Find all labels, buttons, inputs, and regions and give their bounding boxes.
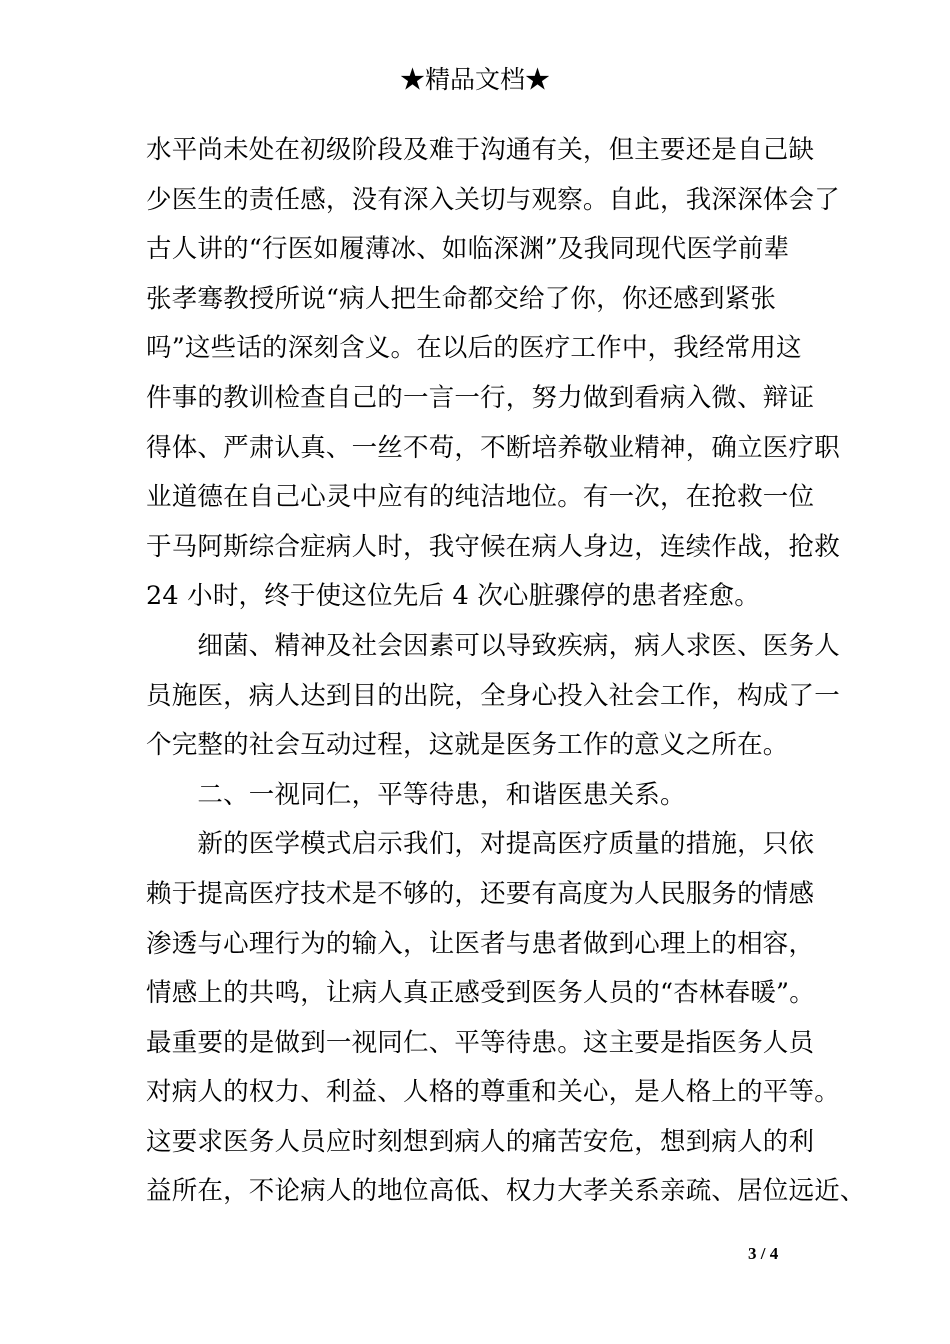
body-line: 员施医，病人达到目的出院，全身心投入社会工作，构成了一 xyxy=(146,680,840,711)
body-line: 水平尚未处在初级阶段及难于沟通有关，但主要还是自己缺 xyxy=(146,135,815,165)
body-line: 张孝骞教授所说“病人把生命都交给了你，你还感到紧张 xyxy=(146,283,777,314)
body-line: 益所在，不论病人的地位高低、权力大孝关系亲疏、居位远近、 xyxy=(146,1176,866,1207)
body-line: 新的医学模式启示我们，对提高医疗质量的措施，只依 xyxy=(146,829,815,860)
body-line: 少医生的责任感，没有深入关切与观察。自此，我深深体会了 xyxy=(146,184,840,215)
body-line: 件事的教训检查自己的一言一行，努力做到看病入微、辩证 xyxy=(146,382,815,413)
body-line: 渗透与心理行为的输入，让医者与患者做到心理上的相容， xyxy=(146,928,815,959)
body-line: 最重要的是做到一视同仁、平等待患。这主要是指医务人员 xyxy=(146,1027,815,1058)
body-line: 细菌、精神及社会因素可以导致疾病，病人求医、医务人 xyxy=(146,630,840,661)
body-line: 二、一视同仁，平等待患，和谐医患关系。 xyxy=(146,779,686,810)
body-line: 个完整的社会互动过程，这就是医务工作的意义之所在。 xyxy=(146,730,789,761)
document-body xyxy=(146,126,866,1217)
body-line: 于马阿斯综合症病人时，我守候在病人身边，连续作战，抢救 xyxy=(146,531,840,562)
body-line: 业道德在自己心灵中应有的纯洁地位。有一次，在抢救一位 xyxy=(146,482,815,513)
body-line: 吗”这些话的深刻含义。在以后的医疗工作中，我经常用这 xyxy=(146,333,802,364)
page-number: 3 / 4 xyxy=(748,1244,779,1263)
body-line: 古人讲的“行医如履薄冰、如临深渊”及我同现代医学前辈 xyxy=(146,234,790,265)
body-line: 得体、严肃认真、一丝不苟，不断培养敬业精神，确立医疗职 xyxy=(146,432,840,463)
body-line: 对病人的权力、利益、人格的尊重和关心，是人格上的平等。 xyxy=(146,1077,840,1108)
page-header: ★精品文档★ xyxy=(399,65,550,94)
body-line: 这要求医务人员应时刻想到病人的痛苦安危，想到病人的利 xyxy=(146,1126,815,1157)
body-line: 情感上的共鸣，让病人真正感受到医务人员的“杏林春暖”。 xyxy=(146,978,815,1009)
body-line: 24 小时，终于使这位先后 4 次心脏骤停的患者痊愈。 xyxy=(146,581,760,612)
body-line: 赖于提高医疗技术是不够的，还要有高度为人民服务的情感 xyxy=(146,878,815,909)
